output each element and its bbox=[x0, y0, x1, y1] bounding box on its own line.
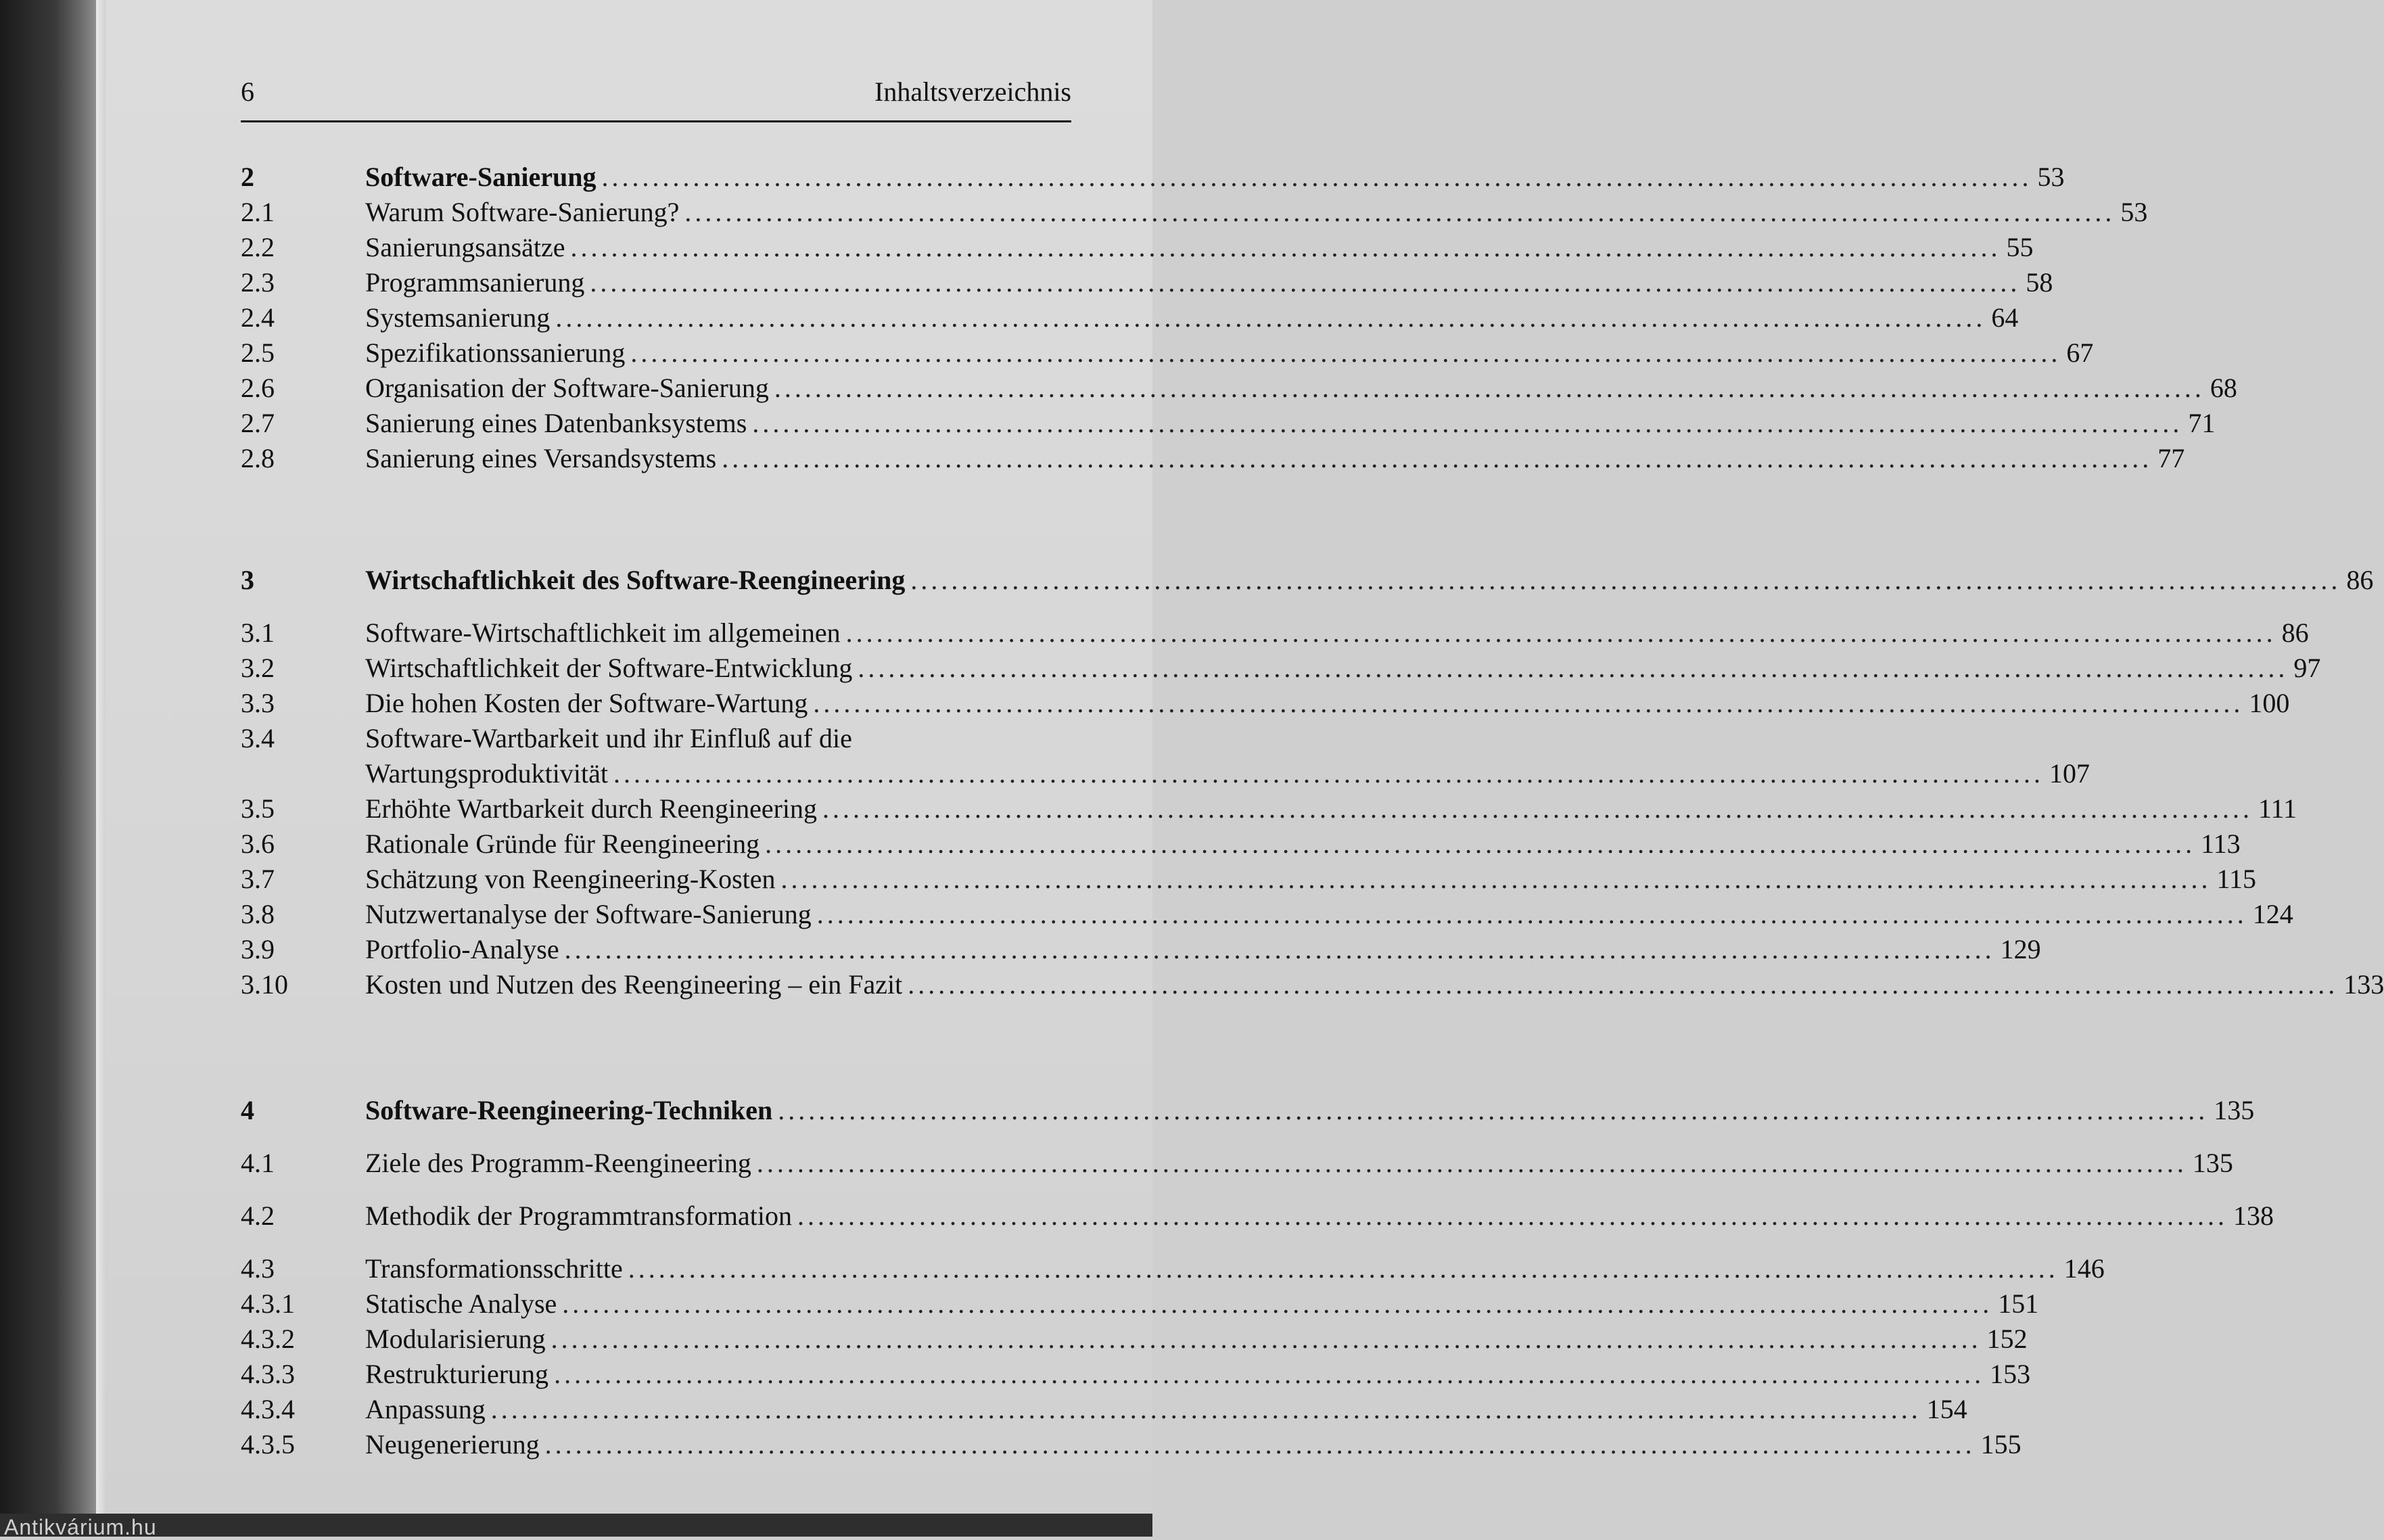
leader-dots: ............................................................................................................................................. bbox=[613, 758, 2044, 789]
toc-title: Software-Wirtschaftlichkeit im allgemeinen bbox=[365, 617, 841, 648]
toc-page: 152 bbox=[1986, 1324, 2028, 1354]
toc-number: 2.1 bbox=[241, 197, 275, 227]
leader-dots: ............................................................................................................................................. bbox=[813, 688, 2244, 718]
leader-dots: ............................................................................................................................................. bbox=[684, 197, 2116, 227]
toc-entry-3-10[interactable] bbox=[241, 967, 2384, 1002]
toc-page: 58 bbox=[2026, 267, 2053, 298]
toc-entry-2-2[interactable] bbox=[241, 230, 2034, 265]
toc-entry-4-3-3[interactable] bbox=[241, 1357, 2031, 1392]
leader-dots: ............................................................................................................................................. bbox=[765, 829, 2196, 859]
toc-page: 67 bbox=[2066, 337, 2094, 368]
toc-entry-2-6[interactable] bbox=[241, 371, 2237, 406]
toc-number: 4.1 bbox=[241, 1148, 275, 1178]
toc-title: Statische Analyse bbox=[365, 1288, 557, 1319]
leader-dots: ............................................................................................................................................. bbox=[910, 565, 2341, 595]
toc-entry-4-3-4[interactable] bbox=[241, 1392, 1967, 1427]
toc-title: Software-Reengineering-Techniken bbox=[365, 1095, 773, 1125]
toc-number: 4.3.4 bbox=[241, 1394, 295, 1424]
toc-title: Restrukturierung bbox=[365, 1359, 549, 1389]
toc-entry-4-2[interactable] bbox=[241, 1198, 2274, 1234]
toc-number: 3.1 bbox=[241, 617, 275, 648]
page-header bbox=[241, 76, 1071, 122]
leader-dots: ............................................................................................................................................. bbox=[816, 899, 2247, 929]
leader-dots: ............................................................................................................................................. bbox=[490, 1394, 1921, 1424]
toc-page: 154 bbox=[1926, 1394, 1967, 1424]
toc-title: Anpassung bbox=[365, 1394, 486, 1424]
toc-number: 3.7 bbox=[241, 864, 275, 894]
toc-page: 77 bbox=[2157, 443, 2185, 473]
toc-entry-3-5[interactable] bbox=[241, 791, 2297, 826]
toc-chapter-3[interactable] bbox=[241, 563, 2374, 598]
toc-page: 71 bbox=[2188, 408, 2216, 438]
toc-title: Systemsanierung bbox=[365, 302, 551, 333]
toc-page: 115 bbox=[2216, 864, 2257, 894]
toc-page: 133 bbox=[2343, 969, 2384, 1000]
leader-dots: ............................................................................................................................................. bbox=[797, 1200, 2228, 1231]
toc-number: 4.3.1 bbox=[241, 1288, 295, 1319]
toc-entry-2-3[interactable] bbox=[241, 265, 2053, 300]
toc-entry-3-1[interactable] bbox=[241, 615, 2309, 651]
toc-title: Die hohen Kosten der Software-Wartung bbox=[365, 688, 808, 718]
toc-page: 151 bbox=[1998, 1288, 2039, 1319]
toc-entry-3-3[interactable] bbox=[241, 686, 2290, 721]
toc-title: Rationale Gründe für Reengineering bbox=[365, 829, 760, 859]
toc-number: 2.8 bbox=[241, 443, 275, 473]
toc-number: 4.3.3 bbox=[241, 1359, 295, 1389]
toc-page: 146 bbox=[2063, 1253, 2105, 1284]
toc-number: 4 bbox=[241, 1095, 254, 1125]
leader-dots: ............................................................................................................................................. bbox=[590, 267, 2021, 298]
toc-title: Software-Sanierung bbox=[365, 162, 597, 192]
toc-entry-4-3-1[interactable] bbox=[241, 1286, 2039, 1322]
toc-page: 135 bbox=[2214, 1095, 2255, 1125]
toc-number: 3.2 bbox=[241, 653, 275, 683]
toc-chapter-2[interactable] bbox=[241, 160, 2065, 195]
leader-dots: ............................................................................................................................................. bbox=[628, 1253, 2059, 1284]
toc-entry-4-3[interactable] bbox=[241, 1251, 2105, 1286]
leader-dots: ............................................................................................................................................. bbox=[562, 1288, 1993, 1319]
toc-number: 2.2 bbox=[241, 232, 275, 262]
toc-page: 55 bbox=[2006, 232, 2034, 262]
toc-number: 3.10 bbox=[241, 969, 288, 1000]
leader-dots: ............................................................................................................................................. bbox=[908, 969, 2339, 1000]
toc-number: 3.9 bbox=[241, 934, 275, 964]
leader-dots: ............................................................................................................................................. bbox=[780, 864, 2212, 894]
book-spine-shadow bbox=[0, 0, 101, 1537]
toc-title: Erhöhte Wartbarkeit durch Reengineering bbox=[365, 793, 818, 824]
toc-title: Portfolio-Analyse bbox=[365, 934, 559, 964]
toc-title-line-1: Software-Wartbarkeit und ihr Einfluß auf die bbox=[365, 723, 852, 753]
toc-title: Sanierungsansätze bbox=[365, 232, 565, 262]
toc-page: 86 bbox=[2346, 565, 2374, 595]
toc-entry-4-1[interactable] bbox=[241, 1146, 2233, 1181]
toc-number: 2.4 bbox=[241, 302, 275, 333]
leader-dots: ............................................................................................................................................. bbox=[551, 1324, 1982, 1354]
toc-number: 4.2 bbox=[241, 1200, 275, 1231]
toc-title: Wirtschaftlichkeit des Software-Reengineering bbox=[365, 565, 906, 595]
toc-chapter-4[interactable] bbox=[241, 1093, 2255, 1128]
leader-dots: ............................................................................................................................................. bbox=[822, 793, 2253, 824]
leader-dots: ............................................................................................................................................. bbox=[858, 653, 2289, 683]
toc-page: 129 bbox=[2000, 934, 2041, 964]
page-edge bbox=[96, 0, 106, 1515]
toc-title: Sanierung eines Versandsystems bbox=[365, 443, 717, 473]
toc-page: 64 bbox=[1991, 302, 2019, 333]
toc-entry-2-5[interactable] bbox=[241, 335, 2094, 371]
toc-title: Neugenerierung bbox=[365, 1429, 540, 1460]
leader-dots: ............................................................................................................................................. bbox=[778, 1095, 2209, 1125]
toc-title: Ziele des Programm-Reengineering bbox=[365, 1148, 751, 1178]
toc-title: Programmsanierung bbox=[365, 267, 585, 298]
toc-number: 2.6 bbox=[241, 373, 275, 403]
toc-number: 3.3 bbox=[241, 688, 275, 718]
toc-entry-3-4[interactable] bbox=[241, 721, 2090, 791]
leader-dots: ............................................................................................................................................. bbox=[554, 1359, 1985, 1389]
toc-title: Schätzung von Reengineering-Kosten bbox=[365, 864, 776, 894]
toc-page: 53 bbox=[2120, 197, 2148, 227]
leader-dots: ............................................................................................................................................. bbox=[564, 934, 1995, 964]
toc-number: 4.3 bbox=[241, 1253, 275, 1284]
toc-entry-3-8[interactable] bbox=[241, 897, 2293, 932]
toc-entry-2-1[interactable] bbox=[241, 195, 2148, 230]
toc-entry-3-7[interactable] bbox=[241, 862, 2257, 897]
toc-page: 107 bbox=[2049, 758, 2090, 789]
toc-entry-2-8[interactable] bbox=[241, 441, 2185, 476]
page-number: 6 bbox=[241, 76, 254, 107]
toc-page: 124 bbox=[2252, 899, 2293, 929]
toc-page: 155 bbox=[1980, 1429, 2021, 1460]
toc-title: Nutzwertanalyse der Software-Sanierung bbox=[365, 899, 812, 929]
toc-page: 68 bbox=[2210, 373, 2237, 403]
toc-number: 3.6 bbox=[241, 829, 275, 859]
toc-page: 135 bbox=[2192, 1148, 2233, 1178]
toc-number: 4.3.5 bbox=[241, 1429, 295, 1460]
toc-number: 4.3.2 bbox=[241, 1324, 295, 1354]
leader-dots: ............................................................................................................................................. bbox=[601, 162, 2032, 192]
toc-entry-2-7[interactable] bbox=[241, 406, 2216, 441]
toc-title: Modularisierung bbox=[365, 1324, 546, 1354]
toc-entry-2-4[interactable] bbox=[241, 300, 2019, 335]
leader-dots: ............................................................................................................................................. bbox=[630, 337, 2061, 368]
toc-page: 97 bbox=[2293, 653, 2321, 683]
toc-entry-3-6[interactable] bbox=[241, 826, 2241, 862]
leader-dots: ............................................................................................................................................. bbox=[756, 1148, 2187, 1178]
toc-page: 153 bbox=[1990, 1359, 2031, 1389]
leader-dots: ............................................................................................................................................. bbox=[845, 617, 2276, 648]
toc-page: 113 bbox=[2201, 829, 2241, 859]
toc-page: 86 bbox=[2281, 617, 2309, 648]
leader-dots: ............................................................................................................................................. bbox=[544, 1429, 1976, 1460]
leader-dots: ............................................................................................................................................. bbox=[722, 443, 2153, 473]
toc-page: 111 bbox=[2258, 793, 2297, 824]
toc-page: 100 bbox=[2249, 688, 2290, 718]
bottom-band bbox=[0, 1514, 1152, 1537]
running-title: Inhaltsverzeichnis bbox=[874, 76, 1071, 107]
toc-title: Warum Software-Sanierung? bbox=[365, 197, 680, 227]
toc-entry-4-3-2[interactable] bbox=[241, 1322, 2028, 1357]
leader-dots: ............................................................................................................................................. bbox=[752, 408, 2183, 438]
toc-number: 3.5 bbox=[241, 793, 275, 824]
toc-title: Wirtschaftlichkeit der Software-Entwicklung bbox=[365, 653, 853, 683]
watermark: Antikvárium.hu bbox=[4, 1515, 157, 1539]
toc-title: Spezifikationssanierung bbox=[365, 337, 626, 368]
toc-number: 2.5 bbox=[241, 337, 275, 368]
toc-number: 2 bbox=[241, 162, 254, 192]
toc-title: Organisation der Software-Sanierung bbox=[365, 373, 769, 403]
leader-dots: ............................................................................................................................................. bbox=[774, 373, 2205, 403]
toc-title: Sanierung eines Datenbanksystems bbox=[365, 408, 747, 438]
toc-number: 3.4 bbox=[241, 723, 275, 753]
toc-page: 53 bbox=[2037, 162, 2065, 192]
leader-dots: ............................................................................................................................................. bbox=[570, 232, 2001, 262]
toc-title: Kosten und Nutzen des Reengineering – ein Fazit bbox=[365, 969, 903, 1000]
toc-number: 2.3 bbox=[241, 267, 275, 298]
toc-title-line-2: Wartungsproduktivität bbox=[365, 758, 608, 789]
toc-title: Methodik der Programmtransformation bbox=[365, 1200, 792, 1231]
toc-number: 2.7 bbox=[241, 408, 275, 438]
toc-number: 3 bbox=[241, 565, 254, 595]
toc-title: Transformationsschritte bbox=[365, 1253, 623, 1284]
toc-entry-4-3-5[interactable] bbox=[241, 1427, 2021, 1462]
toc-page: 138 bbox=[2233, 1200, 2274, 1231]
toc-entry-3-9[interactable] bbox=[241, 932, 2041, 967]
toc-number: 3.8 bbox=[241, 899, 275, 929]
leader-dots: ............................................................................................................................................. bbox=[555, 302, 1986, 333]
toc-entry-3-2[interactable] bbox=[241, 651, 2321, 686]
